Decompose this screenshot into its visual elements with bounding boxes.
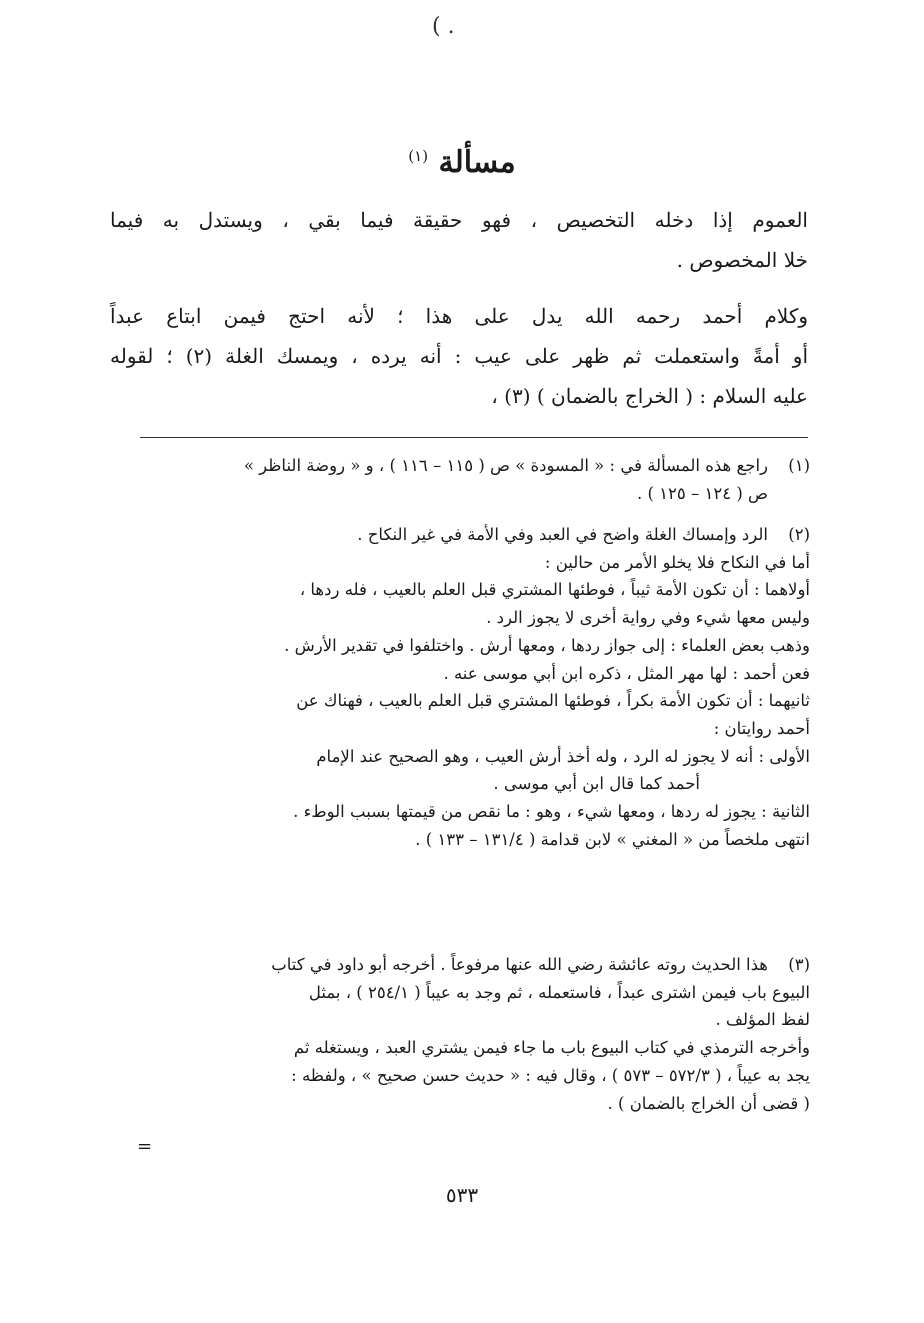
footnote-1 [140, 452, 810, 507]
paragraph-line: وكلام أحمد رحمه الله يدل على هذا ؛ لأنه احتج فيمن ابتاع عبداً [110, 304, 808, 328]
paragraph-1 [110, 200, 808, 280]
footnote-line: ( قضى أن الخراج بالضمان ) . [607, 1093, 810, 1113]
footnote-line: ثانيهما : أن تكون الأمة بكراً ، فوطئها المشتري قبل العلم بالعيب ، فهناك عن [296, 691, 810, 711]
footnote-line: وذهب بعض العلماء : إلى جواز ردها ، ومعها أرش . واختلفوا في تقدير الأرش . [284, 635, 810, 655]
footnote-line: الرد وإمساك الغلة واضح في العبد وفي الأمة في غير النكاح . [357, 525, 768, 544]
paragraph-line: العموم إذا دخله التخصيص ، فهو حقيقة فيما بقي ، ويستدل به فيما [110, 208, 808, 232]
footnote-line: انتهى ملخصاً من « المغني » لابن قدامة ( ١٣١/٤ – ١٣٣ ) . [415, 829, 810, 849]
footnote-line: أما في النكاح فلا يخلو الأمر من حالين : [544, 552, 810, 572]
footnote-line: ص ( ١٢٤ – ١٢٥ ) . [637, 483, 768, 503]
page-title [0, 136, 924, 183]
footnote-line: وأخرجه الترمذي في كتاب البيوع باب ما جاء فيمن يشتري العبد ، ويستغله ثم [293, 1038, 810, 1058]
footnote-line: فعن أحمد : لها مهر المثل ، ذكره ابن أبي موسى عنه . [443, 663, 810, 683]
footnote-line: الثانية : يجوز له ردها ، ومعها شيء ، وهو : ما نقص من قيمتها بسبب الوطء . [293, 802, 810, 822]
title-text: مسألة [438, 145, 516, 180]
footnote-line: أحمد روايتان : [713, 718, 810, 738]
footnote-line: يجد به عيباً ، ( ٥٧٢/٣ – ٥٧٣ ) ، وقال فيه : « حديث حسن صحيح » ، ولفظه : [291, 1065, 810, 1085]
scan-mark: ( . [432, 14, 455, 39]
footnote-2 [140, 521, 810, 853]
footnote-separator [140, 437, 808, 438]
paragraph-2 [110, 296, 808, 416]
footnote-line: الأولى : أنه لا يجوز له الرد ، وله أخذ أرش العيب ، وهو الصحيح عند الإمام [316, 746, 810, 766]
footnote-line: هذا الحديث روته عائشة رضي الله عنها مرفوعاً . أخرجه أبو داود في كتاب [271, 955, 768, 974]
footnote-3 [140, 951, 810, 1117]
paragraph-line: خلا المخصوص . [676, 248, 808, 272]
paragraph-line: عليه السلام : ( الخراج بالضمان ) (٣) ، [491, 384, 808, 408]
footnote-line: أولاهما : أن تكون الأمة ثيباً ، فوطئها المشتري قبل العلم بالعيب ، فله ردها ، [299, 580, 810, 600]
footnote-number: (٣) [788, 955, 810, 974]
paragraph-line: أو أمةً واستعملت ثم ظهر على عيب : أنه يرده ، ويمسك الغلة (٢) ؛ لقوله [110, 344, 808, 368]
title-footnote-ref: (١) [408, 147, 429, 165]
footnote-line: البيوع باب فيمن اشترى عبداً ، فاستعمله ، ثم وجد به عيباً ( ٢٥٤/١ ) ، بمثل [308, 982, 810, 1002]
footnote-number: (٢) [788, 525, 810, 544]
footnote-line: أحمد كما قال ابن أبي موسى . [493, 774, 700, 794]
footnote-line: وليس معها شيء وفي رواية أخرى لا يجوز الرد . [486, 608, 810, 628]
footnote-line: راجع هذه المسألة في : « المسودة » ص ( ١١٥ – ١١٦ ) ، و « روضة الناظر » [243, 456, 768, 475]
page-number: ٥٣٣ [445, 1183, 479, 1207]
continuation-mark: = [137, 1136, 153, 1157]
footnote-number: (١) [788, 456, 810, 475]
footnote-line: لفظ المؤلف . [715, 1010, 810, 1030]
